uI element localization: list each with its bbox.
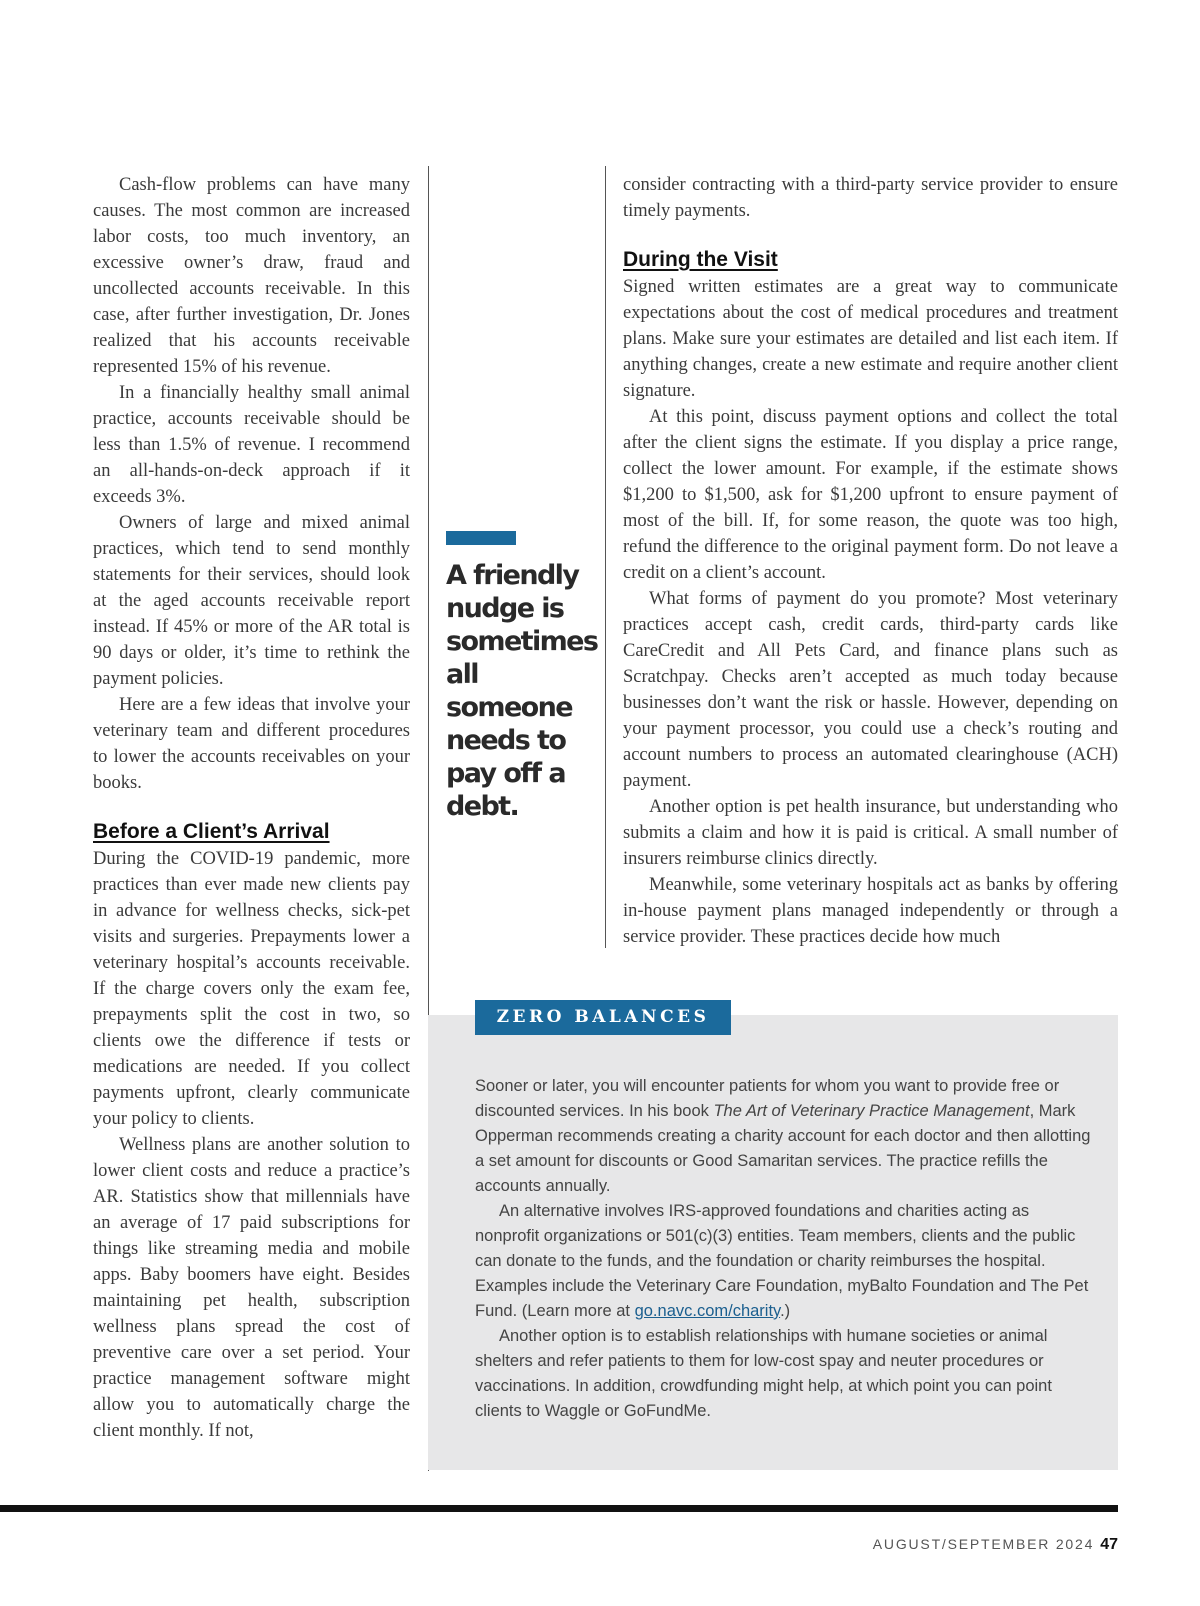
body-paragraph: Meanwhile, some veterinary hospitals act as banks by offering in-house payment plans managed independently or through a service provider. These practices decide how much [623, 875, 1118, 947]
sidebar-paragraph [475, 1199, 1095, 1324]
right-column [623, 172, 1118, 950]
sidebar-text-run: An alternative involves IRS-approved foundations and charities acting as nonprofit organizations or 501(c)(3) entities. Team members, clients and the public can donate to the funds, and the foundation or charity reimburses the hospital. Examples include the Veterinary Care Foundation, myBalto Foundation and The Pet Fund. (Learn more at [475, 1202, 1089, 1320]
body-paragraph: What forms of payment do you promote? Most veterinary practices accept cash, credit cards, third-party cards like CareCredit and All Pets Card, and finance plans such as Scratchpay. Checks aren’t accepted as much today because businesses don’t want the risk or hassle. However, depending on your payment processor, you could use a check’s routing and account numbers to process an automated clearinghouse (ACH) payment. [623, 589, 1118, 791]
issue-date: AUGUST/SEPTEMBER 2024 [872, 1536, 1095, 1552]
body-paragraph: In a financially healthy small animal practice, accounts receivable should be less than 1.5% of revenue. I recommend an all-hands-on-deck approach if it exceeds 3%. [93, 383, 410, 507]
pull-quote: A friendly nudge is sometimes all someone needs to pay off a debt. [446, 560, 598, 822]
body-paragraph: During the COVID-19 pandemic, more practices than ever made new clients pay in advance for wellness checks, sick-pet visits and surgeries. Prepayments lower a veterinary hospital’s accounts receivable. If the charge covers only the exam fee, prepayments split the cost in two, so clients owe the difference if tests or medications are needed. If you collect payments upfront, clearly communicate your policy to clients. [93, 849, 410, 1129]
book-title: The Art of Veterinary Practice Management [713, 1102, 1030, 1120]
sidebar-text-run: .) [780, 1302, 791, 1320]
body-paragraph: At this point, discuss payment options and collect the total after the client signs the estimate. If you display a price range, collect the lower amount. For example, if the estimate shows $1,200 to $1,500, ask for $1,200 upfront to ensure payment of most of the bill. If, for some reason, the quote was too high, refund the difference to the original payment form. Do not leave a credit on a client’s account. [623, 407, 1118, 583]
sidebar-text [475, 1074, 1095, 1424]
footer-rule [0, 1505, 1118, 1512]
body-paragraph: Owners of large and mixed animal practices, which tend to send monthly statements for their services, should look at the aged accounts receivable report instead. If 45% or more of the AR total is 90 days or older, it’s time to rethink the payment policies. [93, 513, 410, 689]
pull-quote-accent-bar [446, 531, 516, 545]
page-folio [873, 1536, 1118, 1554]
sidebar-text-run: , Mark Opperman recommends creating a charity account for each doctor and then allotting a set amount for discounts or Good Samaritan services. The practice refills the accounts annually. [475, 1102, 1091, 1195]
body-paragraph: Wellness plans are another solution to lower client costs and reduce a practice’s AR. Statistics show that millennials have an average of 17 paid subscriptions for things like streaming media and mobile apps. Baby boomers have eight. Besides maintaining pet health, subscription wellness plans spread the cost of preventive care over a set period. Your practice management software might allow you to automatically charge the client monthly. If not, [93, 1135, 410, 1441]
body-paragraph: Another option is pet health insurance, but understanding who submits a claim and how it is paid is critical. A small number of insurers reimburse clinics directly. [623, 797, 1118, 869]
left-column [93, 172, 410, 1444]
section-heading-before-arrival: Before a Client’s Arrival [93, 820, 330, 843]
charity-link[interactable]: go.navc.com/charity [634, 1302, 781, 1320]
body-paragraph: Here are a few ideas that involve your veterinary team and different procedures to lower the accounts receivables on your books. [93, 695, 410, 793]
body-paragraph: Cash-flow problems can have many causes. The most common are increased labor costs, too much inventory, an excessive owner’s draw, fraud and uncollected accounts receivable. In this case, after further investigation, Dr. Jones realized that his accounts receivable represented 15% of his revenue. [93, 175, 410, 377]
sidebar-paragraph: Another option is to establish relationships with humane societies or animal shelters and refer patients to them for low-cost spay and neuter procedures or vaccinations. In addition, crowdfunding might help, at which point you can point clients to Waggle or GoFundMe. [475, 1327, 1052, 1420]
sidebar-paragraph [475, 1074, 1095, 1199]
page-number: 47 [1100, 1536, 1118, 1553]
body-paragraph: Signed written estimates are a great way to communicate expectations about the cost of medical procedures and treatment plans. Make sure your estimates are detailed and list each item. If anything changes, create a new estimate and require another client signature. [623, 277, 1118, 401]
sidebar-label: ZERO BALANCES [475, 1000, 731, 1035]
sidebar-text-run: Sooner or later, you will encounter patients for whom you want to provide free or discounted services. In his book [475, 1077, 1060, 1120]
column-divider [605, 166, 606, 948]
section-heading-during-visit: During the Visit [623, 248, 778, 271]
body-paragraph: consider contracting with a third-party service provider to ensure timely payments. [623, 175, 1118, 221]
